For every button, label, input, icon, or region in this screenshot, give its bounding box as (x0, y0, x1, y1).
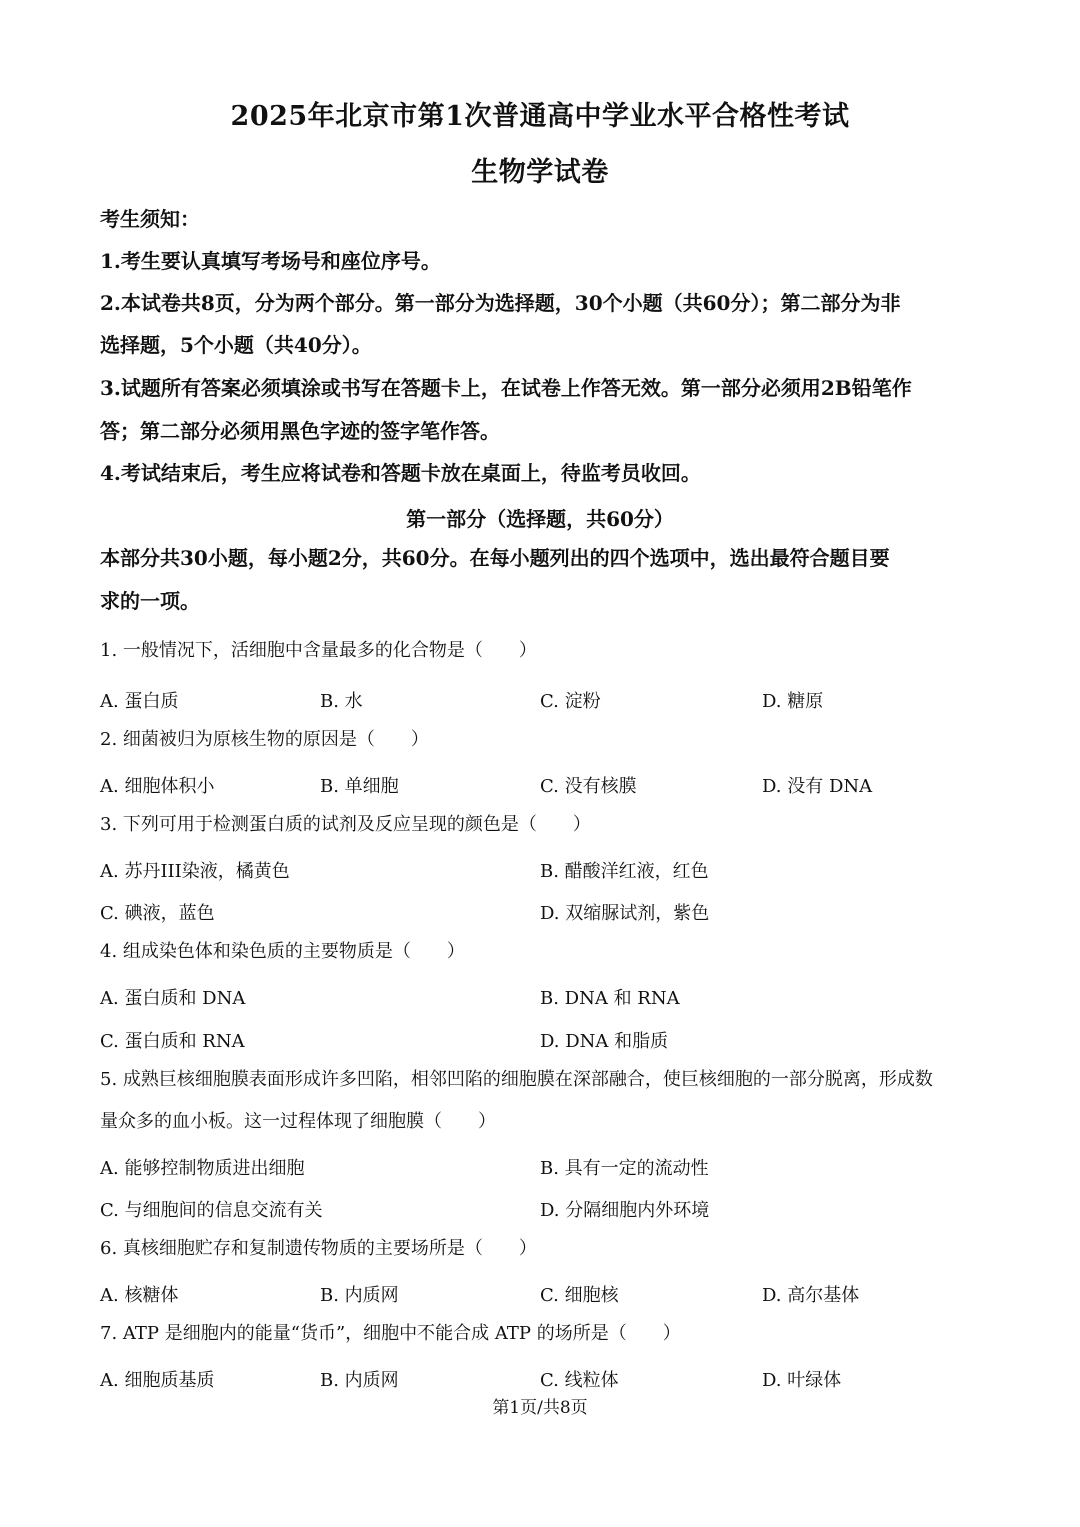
question-1-option-b: B. 水 (320, 691, 363, 712)
page-number: 第1页/共8页 (492, 1398, 588, 1418)
question-3-option-a: A. 苏丹III染液，橘黄色 (100, 861, 290, 882)
question-7-option-a: A. 细胞质基质 (100, 1370, 215, 1391)
section-instructions: 本部分共30小题，每小题2分，共60分。在每小题列出的四个选项中，选出最符合题目要 (100, 546, 890, 570)
question-4-option-c: C. 蛋白质和 RNA (100, 1031, 245, 1052)
question-6-stem: 6. 真核细胞贮存和复制遗传物质的主要场所是（ ） (100, 1238, 537, 1259)
notice-heading: 考生须知： (100, 207, 200, 231)
section-heading: 第一部分（选择题，共60分） (406, 507, 674, 531)
question-5-stem: 5. 成熟巨核细胞膜表面形成许多凹陷，相邻凹陷的细胞膜在深部融合，使巨核细胞的一部分脱离，形成数 (100, 1069, 933, 1090)
question-5-option-a: A. 能够控制物质进出细胞 (100, 1158, 305, 1179)
exam-title: 2025年北京市第1次普通高中学业水平合格性考试 (230, 101, 850, 132)
question-2-option-a: A. 细胞体积小 (100, 776, 215, 797)
notice-item-2-cont: 选择题，5个小题（共40分）。 (100, 333, 372, 357)
question-6-option-d: D. 高尔基体 (762, 1285, 860, 1306)
question-2-option-b: B. 单细胞 (320, 776, 399, 797)
question-2-option-c: C. 没有核膜 (540, 776, 637, 797)
question-2-option-d: D. 没有 DNA (762, 776, 873, 797)
question-6-option-c: C. 细胞核 (540, 1285, 619, 1306)
question-7-option-b: B. 内质网 (320, 1370, 399, 1391)
question-5-option-d: D. 分隔细胞内外环境 (540, 1200, 710, 1221)
question-4-option-a: A. 蛋白质和 DNA (100, 988, 246, 1009)
question-7-option-c: C. 线粒体 (540, 1370, 619, 1391)
exam-subtitle: 生物学试卷 (471, 157, 609, 188)
question-5-option-b: B. 具有一定的流动性 (540, 1158, 709, 1179)
question-4-stem: 4. 组成染色体和染色质的主要物质是（ ） (100, 941, 465, 962)
question-5-option-c: C. 与细胞间的信息交流有关 (100, 1200, 323, 1221)
question-3-option-b: B. 醋酸洋红液，红色 (540, 861, 709, 882)
question-4-option-d: D. DNA 和脂质 (540, 1031, 669, 1052)
question-6-option-b: B. 内质网 (320, 1285, 399, 1306)
question-7-stem: 7. ATP 是细胞内的能量“货币”，细胞中不能合成 ATP 的场所是（ ） (100, 1323, 681, 1344)
notice-item-3-cont: 答；第二部分必须用黑色字迹的签字笔作答。 (100, 419, 500, 443)
question-3-stem: 3. 下列可用于检测蛋白质的试剂及反应呈现的颜色是（ ） (100, 814, 591, 835)
question-4-option-b: B. DNA 和 RNA (540, 988, 680, 1009)
question-1-option-d: D. 糖原 (762, 691, 824, 712)
question-6-option-a: A. 核糖体 (100, 1285, 179, 1306)
question-2-stem: 2. 细菌被归为原核生物的原因是（ ） (100, 729, 429, 750)
question-1-stem: 1. 一般情况下，活细胞中含量最多的化合物是（ ） (100, 640, 537, 661)
question-1-option-a: A. 蛋白质 (100, 691, 179, 712)
question-5-stem-cont: 量众多的血小板。这一过程体现了细胞膜（ ） (100, 1111, 496, 1132)
notice-item-3: 3.试题所有答案必须填涂或书写在答题卡上，在试卷上作答无效。第一部分必须用2B铅笔作 (100, 376, 912, 400)
question-3-option-c: C. 碘液，蓝色 (100, 903, 215, 924)
question-3-option-d: D. 双缩脲试剂，紫色 (540, 903, 710, 924)
notice-item-1: 1.考生要认真填写考场号和座位序号。 (100, 249, 441, 273)
notice-item-2: 2.本试卷共8页，分为两个部分。第一部分为选择题，30个小题（共60分）；第二部分为非 (100, 291, 901, 315)
question-1-option-c: C. 淀粉 (540, 691, 601, 712)
notice-item-4: 4.考试结束后，考生应将试卷和答题卡放在桌面上，待监考员收回。 (100, 461, 701, 485)
question-7-option-d: D. 叶绿体 (762, 1370, 842, 1391)
section-instructions-cont: 求的一项。 (100, 589, 200, 613)
